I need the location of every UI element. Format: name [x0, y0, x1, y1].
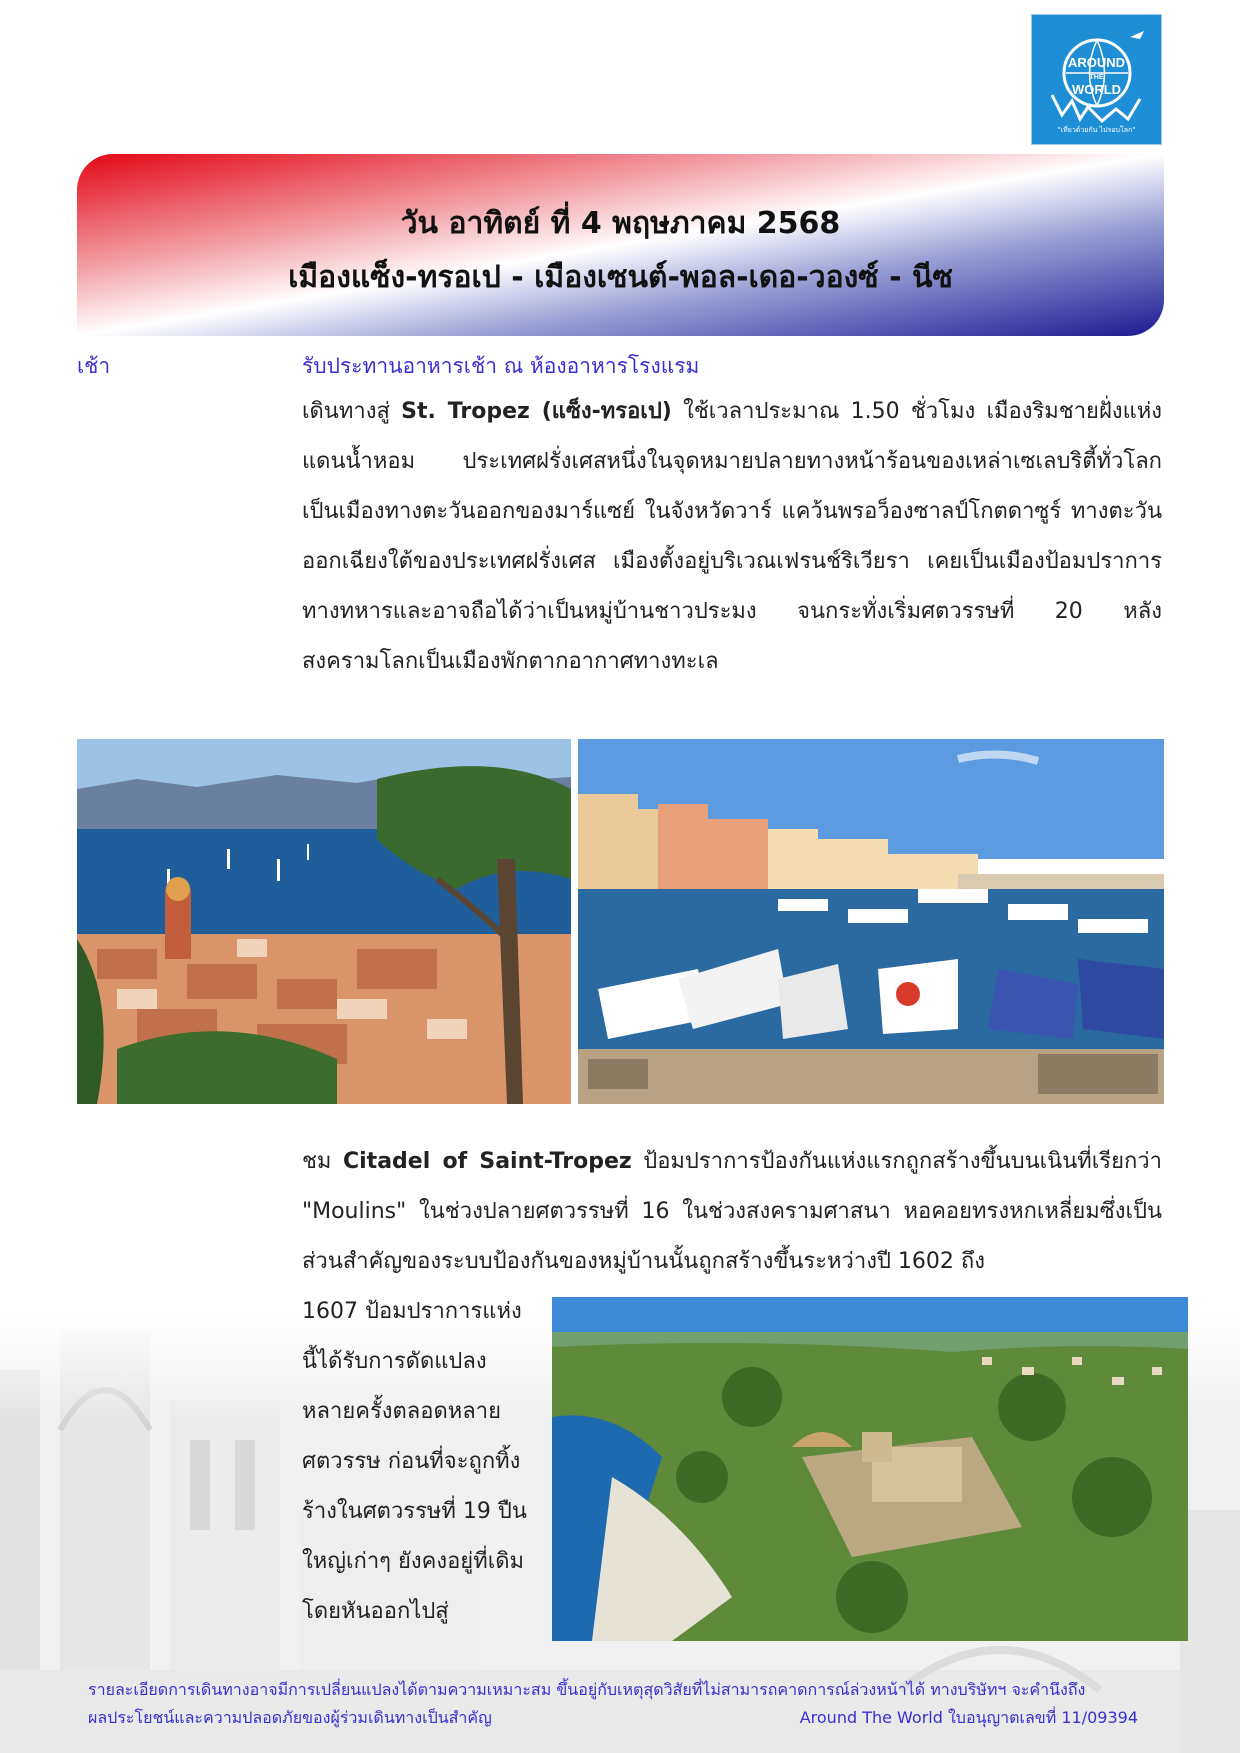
- logo-text-bottom: WORLD: [1071, 82, 1122, 97]
- time-label: เช้า: [77, 354, 111, 378]
- banner-route: เมืองแซ็ง-ทรอเป - เมืองเซนต์-พอล-เดอ-วองซ์ - นีซ: [288, 260, 953, 295]
- logo-text-top: AROUND: [1067, 55, 1126, 70]
- footer-line1: รายละเอียดการเดินทางอาจมีการเปลี่ยนแปลงได้ตามความเหมาะสม ขึ้นอยู่กับเหตุสุดวิสัยที่ไม่สามารถคาดการณ์ล่วงหน้าได้ ทางบริษัทฯ จะคำนึงถึง: [88, 1680, 1086, 1699]
- citadel-description: [302, 1137, 1162, 1287]
- para2-bold: Citadel of Saint-Tropez: [342, 1149, 632, 1174]
- para1-post: ใช้เวลาประมาณ 1.50 ชั่วโมง เมืองริมชายฝั่งแห่งแดนน้ำหอม ประเทศฝรั่งเศสหนึ่งในจุดหมายปลายทางหน้าร้อนของเหล่าเซเลบริตี้ทั่วโลก เป็นเมืองทางตะวันออกของมาร์แซย์ ในจังหวัดวาร์ แคว้นพรอว็องซาลป์โกตดาซูร์ ทางตะวันออกเฉียงใต้ของประเทศฝรั่งเศส เมืองตั้งอยู่บริเวณเฟรนช์ริเวียรา เคยเป็นเมืองป้อมปราการทางทหารและอาจถือได้ว่าเป็นหมู่บ้านชาวประมง จนกระทั่งเริ่มศตวรรษที่ 20 หลังสงครามโลกเป็นเมืองพักตากอากาศทางทะเล: [302, 399, 1162, 674]
- citadel-aerial-photo: [552, 1297, 1188, 1641]
- footer-license: Around The World ใบอนุญาตเลขที่ 11/09394: [799, 1708, 1138, 1727]
- day-banner: [77, 154, 1164, 336]
- logo-text-mid: THE: [1089, 74, 1104, 81]
- para2-post: ป้อมปราการป้องกันแห่งแรกถูกสร้างขึ้นบนเนินที่เรียกว่า "Moulins" ในช่วงปลายศตวรรษที่ 16 ในช่วงสงครามศาสนา หอคอยทรงหกเหลี่ยมซึ่งเป็นส่วนสำคัญของระบบป้องกันของหมู่บ้านนั้นถูกสร้างขึ้นระหว่างปี 1602 ถึง: [302, 1149, 1162, 1274]
- st-tropez-description: [302, 387, 1162, 687]
- logo-tagline: "เที่ยวด้วยกัน ไปรอบโลก": [1057, 126, 1136, 134]
- para1-bold: St. Tropez (แซ็ง-ทรอเป): [401, 399, 672, 424]
- citadel-description-continued: 1607 ป้อมปราการแห่งนี้ได้รับการดัดแปลงหลายครั้งตลอดหลายศตวรรษ ก่อนที่จะถูกทิ้งร้างในศตวรรษที่ 19 ปืนใหญ่เก่าๆ ยังคงอยู่ที่เดิมโดยหันออกไปสู่: [302, 1299, 527, 1624]
- footer-line2: [88, 1704, 1138, 1732]
- para1-pre: เดินทางสู่: [302, 399, 402, 424]
- banner-date: วัน อาทิตย์ ที่ 4 พฤษภาคม 2568: [400, 206, 841, 241]
- st-tropez-bay-photo: [77, 739, 571, 1104]
- footer-safety-note: ผลประโยชน์และความปลอดภัยของผู้ร่วมเดินทางเป็นสำคัญ: [88, 1708, 492, 1727]
- st-tropez-harbour-photo: [578, 739, 1164, 1104]
- company-logo: [1031, 14, 1162, 145]
- meal-title: รับประทานอาหารเช้า ณ ห้องอาหารโรงแรม: [302, 354, 700, 378]
- para2-pre: ชม: [302, 1149, 343, 1174]
- footer-disclaimer: [88, 1676, 1138, 1732]
